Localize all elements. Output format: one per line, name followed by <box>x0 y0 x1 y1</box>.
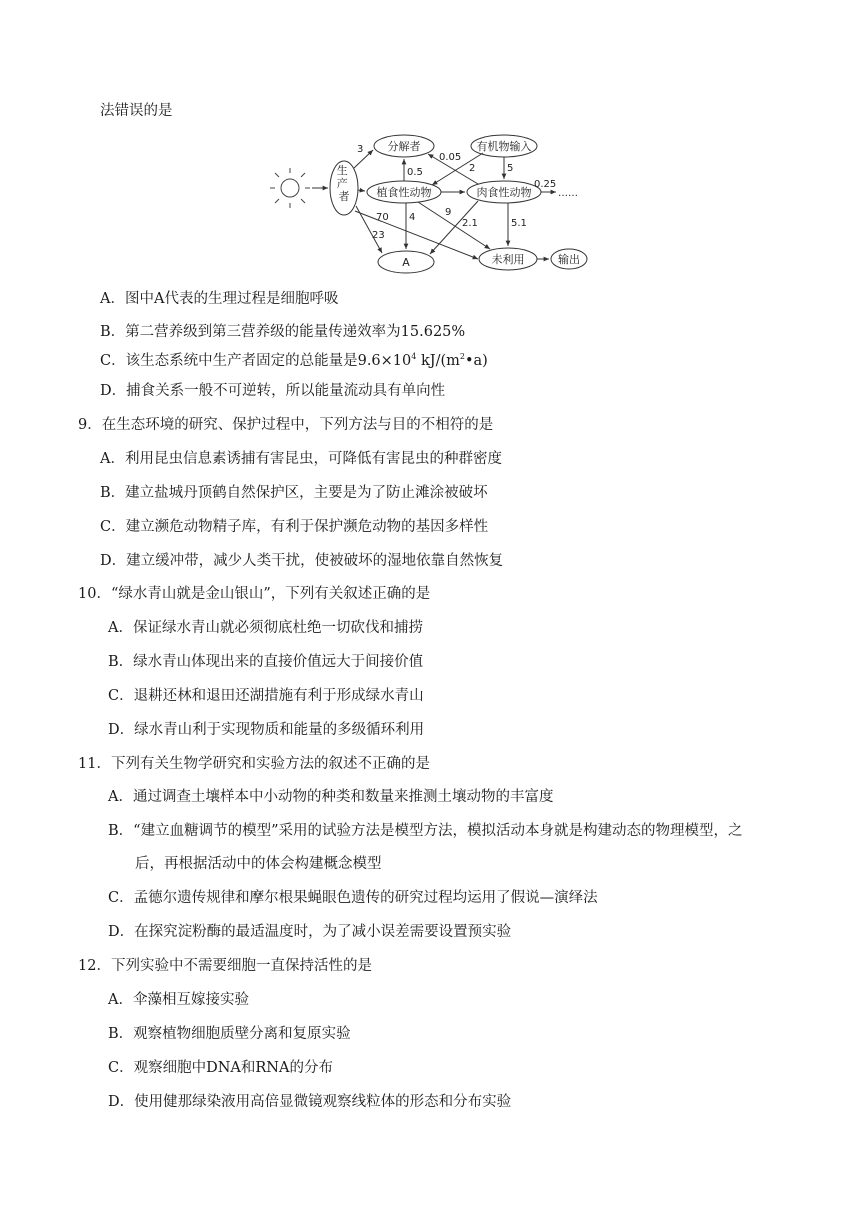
organic-input-label: 有机物输入 <box>476 140 532 153</box>
q12-option-a: A．伞藻相互嫁接实验 <box>108 992 249 1008</box>
q11-option-b-cont: 后，再根据活动中的体会构建概念模型 <box>135 856 382 872</box>
q10-option-a: A．保证绿水青山就必须彻底杜绝一切砍伐和捕捞 <box>108 620 423 636</box>
value-carn-unused: 5.1 <box>511 218 527 229</box>
q11-option-d: D．在探究淀粉酶的最适温度时，为了减小误差需要设置预实验 <box>108 924 512 940</box>
q12-option-d: D．使用健那绿染液用高倍显微镜观察线粒体的形态和分布实验 <box>108 1094 512 1110</box>
decomposer-label: 分解者 <box>387 140 421 153</box>
producer-label-char: 者 <box>338 190 350 203</box>
q11-stem: 11．下列有关生物学研究和实验方法的叙述不正确的是 <box>78 756 430 772</box>
value-herb-unused: 9 <box>445 207 452 218</box>
q8-option-c <box>100 351 488 371</box>
producer-label-char: 产 <box>336 177 348 190</box>
value-prod-decomp: 3 <box>357 144 364 155</box>
q9-option-d: D．建立缓冲带，减少人类干扰，使被破坏的湿地依靠自然恢复 <box>100 553 504 569</box>
q8-option-d: D．捕食关系一般不可逆转，所以能量流动具有单向性 <box>100 383 446 399</box>
value-carn-decomp: 0.05 <box>439 152 462 163</box>
a-label: A <box>402 256 410 269</box>
q9-option-a: A．利用昆虫信息素诱捕有害昆虫，可降低有害昆虫的种群密度 <box>100 451 502 467</box>
value-carn-a: 2.1 <box>462 218 478 229</box>
herbivore-label: 植食性动物 <box>376 186 432 199</box>
value-input-herb: 2 <box>469 163 476 174</box>
q12-stem: 12．下列实验中不需要细胞一直保持活性的是 <box>78 958 372 974</box>
q8-option-c-unit: kJ/(m <box>416 353 460 369</box>
sun-icon <box>270 168 310 208</box>
q8-option-c-unit-exp: 2 <box>459 352 465 361</box>
energy-flow-diagram <box>268 128 598 276</box>
value-herb-decomp: 0.5 <box>407 167 423 178</box>
q9-option-c: C．建立濒危动物精子库，有利于保护濒危动物的基因多样性 <box>100 519 489 535</box>
q10-option-c: C．退耕还林和退田还湖措施有利于形成绿水青山 <box>108 688 424 704</box>
q8-option-c-tail: •a) <box>464 353 488 369</box>
value-herb-a: 4 <box>409 212 416 223</box>
output-label: 输出 <box>558 253 580 266</box>
q8-option-c-exp: 4 <box>411 352 417 361</box>
value-carn-onward: 0.25 <box>534 179 557 190</box>
value-input-carn: 5 <box>507 163 514 174</box>
q9-stem: 9．在生态环境的研究、保护过程中，下列方法与目的不相符的是 <box>78 417 494 433</box>
q11-option-b: B．“建立血糖调节的模型”采用的试验方法是模型方法，模拟活动本身就是构建动态的物理模型，之 <box>108 823 743 839</box>
q8-option-b: B．第二营养级到第三营养级的能量传递效率为15.625% <box>100 324 466 340</box>
carnivore-label: 肉食性动物 <box>476 186 532 199</box>
q9-option-b: B．建立盐城丹顶鹤自然保护区，主要是为了防止滩涂被破坏 <box>100 485 488 501</box>
q10-stem: 10．“绿水青山就是金山银山”，下列有关叙述正确的是 <box>78 586 431 602</box>
q8-stem-tail: 法错误的是 <box>100 103 173 119</box>
q12-option-c: C．观察细胞中DNA和RNA的分布 <box>108 1060 333 1076</box>
q11-option-c: C．孟德尔遗传规律和摩尔根果蝇眼色遗传的研究过程均运用了假说—演绎法 <box>108 890 598 906</box>
q11-option-a: A．通过调查土壤样本中小动物的种类和数量来推测土壤动物的丰富度 <box>108 789 554 805</box>
producer-label <box>337 163 352 203</box>
value-prod-a: 70 <box>376 212 389 223</box>
q10-option-d: D．绿水青山利于实现物质和能量的多级循环利用 <box>108 722 425 738</box>
unused-label: 未利用 <box>491 253 525 266</box>
producer-label-char: 生 <box>336 164 348 177</box>
q10-option-b: B．绿水青山体现出来的直接价值远大于间接价值 <box>108 654 424 670</box>
diagram-ellipsis: …… <box>558 188 578 199</box>
value-prod-unused: 23 <box>372 230 385 241</box>
q8-option-c-text: C．该生态系统中生产者固定的总能量是9.6×10 <box>100 353 412 369</box>
q8-option-a: A．图中A代表的生理过程是细胞呼吸 <box>100 291 339 307</box>
q12-option-b: B．观察植物细胞质壁分离和复原实验 <box>108 1026 351 1042</box>
